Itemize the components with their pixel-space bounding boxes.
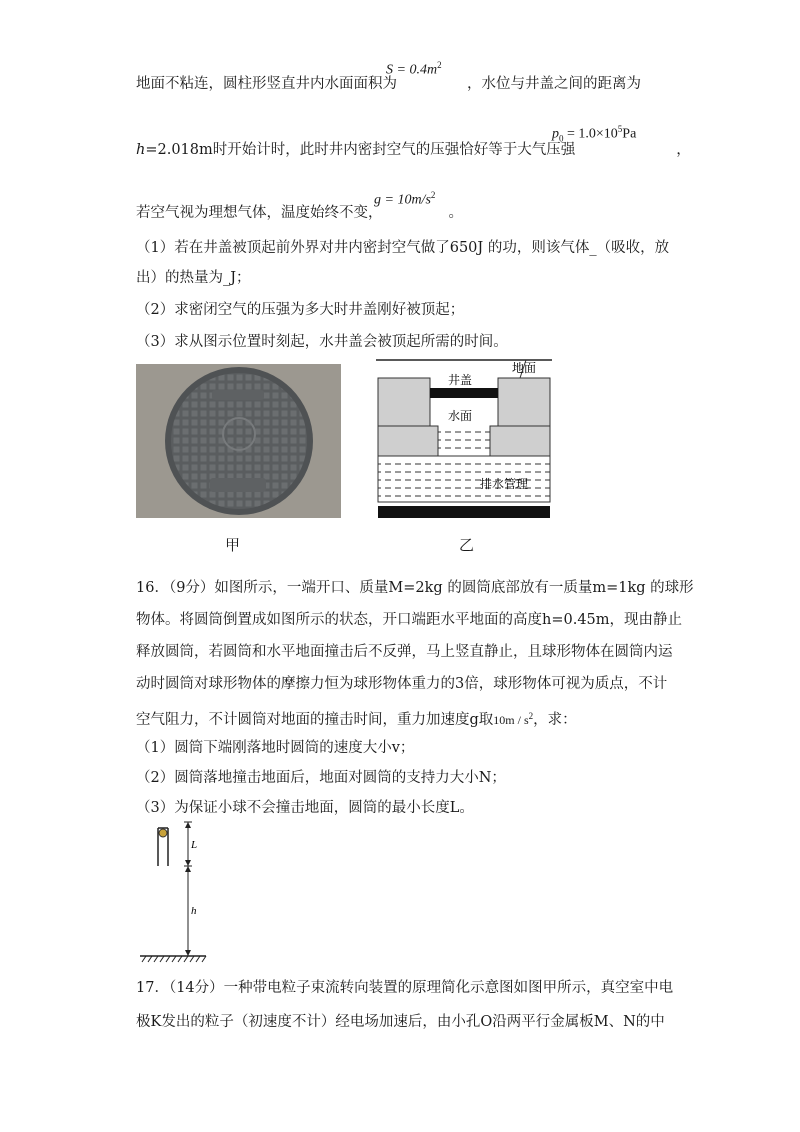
p16-line-4: 动时圆筒对球形物体的摩擦力恒为球形物体重力的3倍，球形物体可视为质点，不计 xyxy=(136,676,668,692)
arrow-down-L xyxy=(185,860,191,866)
arrow-up-L xyxy=(185,822,191,828)
p16-q3: （3）为保证小球不会撞击地面，圆筒的最小长度L。 xyxy=(136,800,474,816)
p17-line-2: 极K发出的粒子（初速度不计）经电场加速后，由小孔O沿两平行金属板M、N的中 xyxy=(136,1014,665,1030)
formula-unit: Pa xyxy=(622,126,637,142)
formula-exp: 2 xyxy=(528,711,534,721)
p16-q1: （1）圆筒下端刚落地时圆筒的速度大小v； xyxy=(136,740,415,756)
cover-handle-top xyxy=(212,390,264,400)
label-pipe: 排水管理 xyxy=(480,477,529,491)
p16-text: ，求： xyxy=(533,712,577,728)
p16-line-2: 物体。将圆筒倒置成如图所示的状态，开口端距水平地面的高度h=0.45m，现由静止 xyxy=(136,612,683,628)
label-L: L xyxy=(191,839,198,851)
label-cover: 井盖 xyxy=(448,373,473,387)
cover-handle-bottom xyxy=(210,478,266,492)
p15-text: 。 xyxy=(448,205,463,221)
well-cross-section xyxy=(374,356,554,522)
p15-q1: （1）若在井盖被顶起前外界对井内密封空气做了650J 的功，则该气体_（吸收，放 xyxy=(136,240,670,256)
label-ground: 地面 xyxy=(512,361,537,375)
formula-p0 xyxy=(552,124,636,143)
formula-text: S = 0.4m xyxy=(386,62,438,78)
arrow-up-h xyxy=(185,866,191,872)
cylinder-figure xyxy=(140,818,220,964)
p15-text: ， xyxy=(676,142,691,158)
p16-line-5 xyxy=(136,706,577,730)
caption-yi: 乙 xyxy=(459,536,475,554)
formula-exp: 5 xyxy=(617,124,623,134)
p15-text: =2.018m时开始计时，此时井内密封空气的压强恰好等于大气压强 xyxy=(145,142,576,158)
right-wall-upper xyxy=(498,378,550,426)
formula-exp: 2 xyxy=(437,60,442,70)
p15-q1-cont: 出）的热量为_J； xyxy=(136,270,251,286)
formula-10m xyxy=(493,713,533,727)
p15-q2: （2）求密闭空气的压强为多大时井盖刚好被顶起； xyxy=(136,302,465,318)
left-wall-lower xyxy=(378,426,438,456)
p17-line-1: 17．（14分）一种带电粒子束流转向装置的原理简化示意图如图甲所示，真空室中电 xyxy=(136,980,674,996)
caption-jia: 甲 xyxy=(225,536,241,554)
formula-S xyxy=(386,60,442,79)
manhole-cover-photo xyxy=(136,364,341,518)
well-cover xyxy=(430,388,498,398)
arrow-down-h xyxy=(185,950,191,956)
formula-text: p xyxy=(552,126,559,142)
p15-text: 若空气视为理想气体，温度始终不变， xyxy=(136,205,383,221)
p15-q3: （3）求从图示位置时刻起，水井盖会被顶起所需的时间。 xyxy=(136,334,508,350)
formula-exp: 2 xyxy=(430,190,436,200)
right-wall-lower xyxy=(490,426,550,456)
p16-line-3: 释放圆筒，若圆筒和水平地面撞击后不反弹，马上竖直静止，且球形物体在圆筒内运 xyxy=(136,644,673,660)
formula-text: = 1.0×10 xyxy=(563,126,618,142)
formula-text: g = 10m/s xyxy=(374,192,431,208)
well-water xyxy=(438,428,490,458)
p15-text: ，水位与井盖之间的距离为 xyxy=(467,76,641,92)
var-h: h xyxy=(136,142,146,158)
pipe-bottom xyxy=(378,506,550,518)
formula-text: 10m / s xyxy=(493,713,529,727)
ball xyxy=(159,829,167,837)
label-water: 水面 xyxy=(448,409,473,423)
p16-text: 空气阻力，不计圆筒对地面的撞击时间，重力加速度g取 xyxy=(136,712,494,728)
formula-g xyxy=(374,190,435,209)
floor-hatch xyxy=(142,956,206,962)
formula-sub: 0 xyxy=(559,133,564,144)
label-h: h xyxy=(191,905,197,917)
p16-q2: （2）圆筒落地撞击地面后，地面对圆筒的支持力大小N； xyxy=(136,770,506,786)
left-wall-upper xyxy=(378,378,430,426)
p16-line-1: 16．（9分）如图所示，一端开口、质量M=2kg 的圆筒底部放有一质量m=1kg 的球形 xyxy=(136,580,694,596)
p15-text: 地面不粘连，圆柱形竖直井内水面面积为 xyxy=(136,76,397,92)
